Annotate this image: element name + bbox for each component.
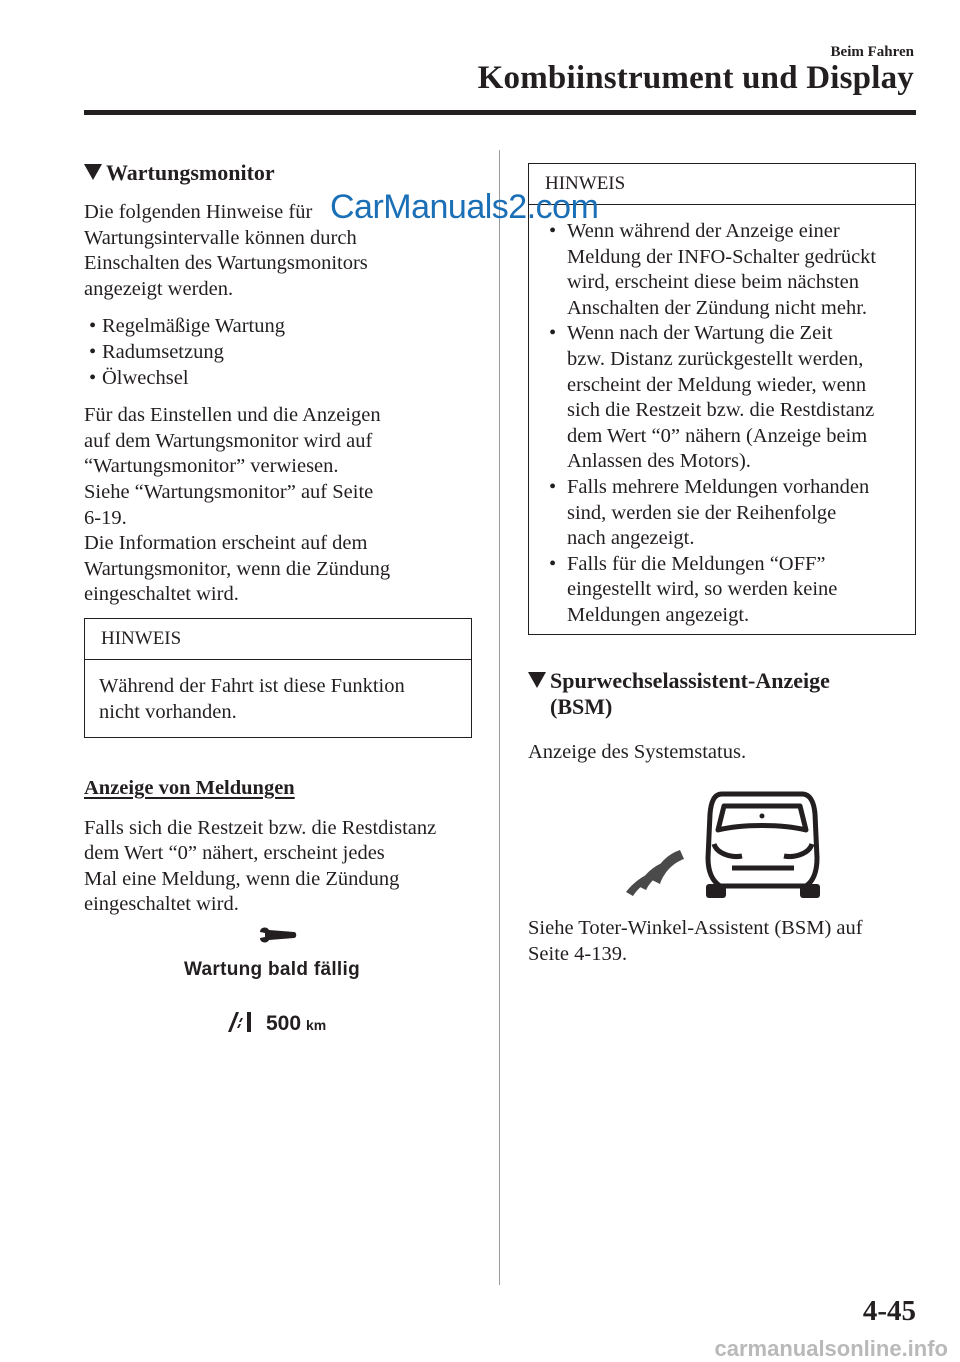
- bsm-section: [528, 668, 918, 766]
- list-item: • Wenn während der Anzeige einer Meldung der INFO-Schalter gedrückt wird, erscheint diese beim nächsten Anschalten der Zündung nicht mehr.: [529, 219, 915, 321]
- wrench-icon: [258, 924, 298, 946]
- note-label: HINWEIS: [529, 164, 915, 205]
- left-column: [84, 160, 472, 608]
- page-title: Kombiinstrument und Display: [477, 60, 914, 96]
- triangle-bullet-icon: [528, 672, 546, 688]
- distance-unit: km: [306, 1017, 327, 1033]
- bsm-car-icon: [622, 788, 820, 900]
- distance-value: 500: [266, 1012, 302, 1035]
- note-box-left: [84, 618, 472, 738]
- list-item: • Ölwechsel: [84, 366, 472, 392]
- messages-section: [84, 776, 484, 918]
- note-body: Während der Fahrt ist diese Funktion nicht vorhanden.: [99, 675, 405, 723]
- column-divider: [499, 150, 500, 1285]
- maintenance-list: [84, 314, 472, 391]
- bsm-reference: Siehe Toter-Winkel-Assistent (BSM) auf Seite 4-139.: [528, 917, 863, 965]
- list-item: • Falls für die Meldungen “OFF” eingestellt wird, so werden keine Meldungen angezeigt.: [529, 552, 915, 629]
- list-item: • Regelmäßige Wartung: [84, 314, 472, 340]
- heading-bsm: Spurwechselassistent-Anzeige (BSM): [528, 668, 918, 720]
- list-item: • Falls mehrere Meldungen vorhanden sind, werden sie der Reihenfolge nach angezeigt.: [529, 475, 915, 552]
- page-number: 4-45: [862, 1295, 916, 1327]
- heading-wartungsmonitor: Wartungsmonitor: [84, 160, 472, 186]
- note-box-right: [528, 163, 916, 635]
- note-list: [529, 205, 915, 629]
- header-rule: [84, 110, 916, 115]
- bsm-intro: Anzeige des Systemstatus.: [528, 741, 747, 763]
- settings-paragraph: Für das Einstellen und die Anzeigen auf dem Wartungsmonitor wird auf “Wartungsmonitor” verwiesen. Siehe “Wartungsmonitor” auf Seite 6-19. Die Information erscheint auf dem Wartungsmonitor, wenn die Zündung eingeschaltet wird.: [84, 404, 391, 606]
- intro-paragraph: Die folgenden Hinweise für Wartungsintervalle können durch Einschalten des Wartungsmonitors angezeigt werden.: [84, 201, 368, 300]
- footer-watermark: carmanualsonline.info: [714, 1336, 948, 1361]
- watermark: CarManuals2.com: [330, 188, 599, 226]
- note-label: HINWEIS: [85, 619, 471, 660]
- list-item: • Radumsetzung: [84, 340, 472, 366]
- road-distance-icon: [227, 1008, 257, 1034]
- messages-paragraph: Falls sich die Restzeit bzw. die Restdistanz dem Wert “0” nähert, erscheint jedes Mal eine Meldung, wenn die Zündung eingeschaltet wird.: [84, 816, 437, 916]
- display-message: Wartung bald fällig: [184, 959, 360, 980]
- subheading-messages: Anzeige von Meldungen: [84, 777, 295, 799]
- list-item: • Wenn nach der Wartung die Zeit bzw. Distanz zurückgestellt werden, erscheint der Meldung wieder, wenn sich die Restzeit bzw. die Restdistanz dem Wert “0” nähern (Anzeige beim Anlassen des Motors).: [529, 321, 915, 475]
- triangle-bullet-icon: [84, 164, 102, 180]
- section-label: Beim Fahren: [830, 44, 914, 60]
